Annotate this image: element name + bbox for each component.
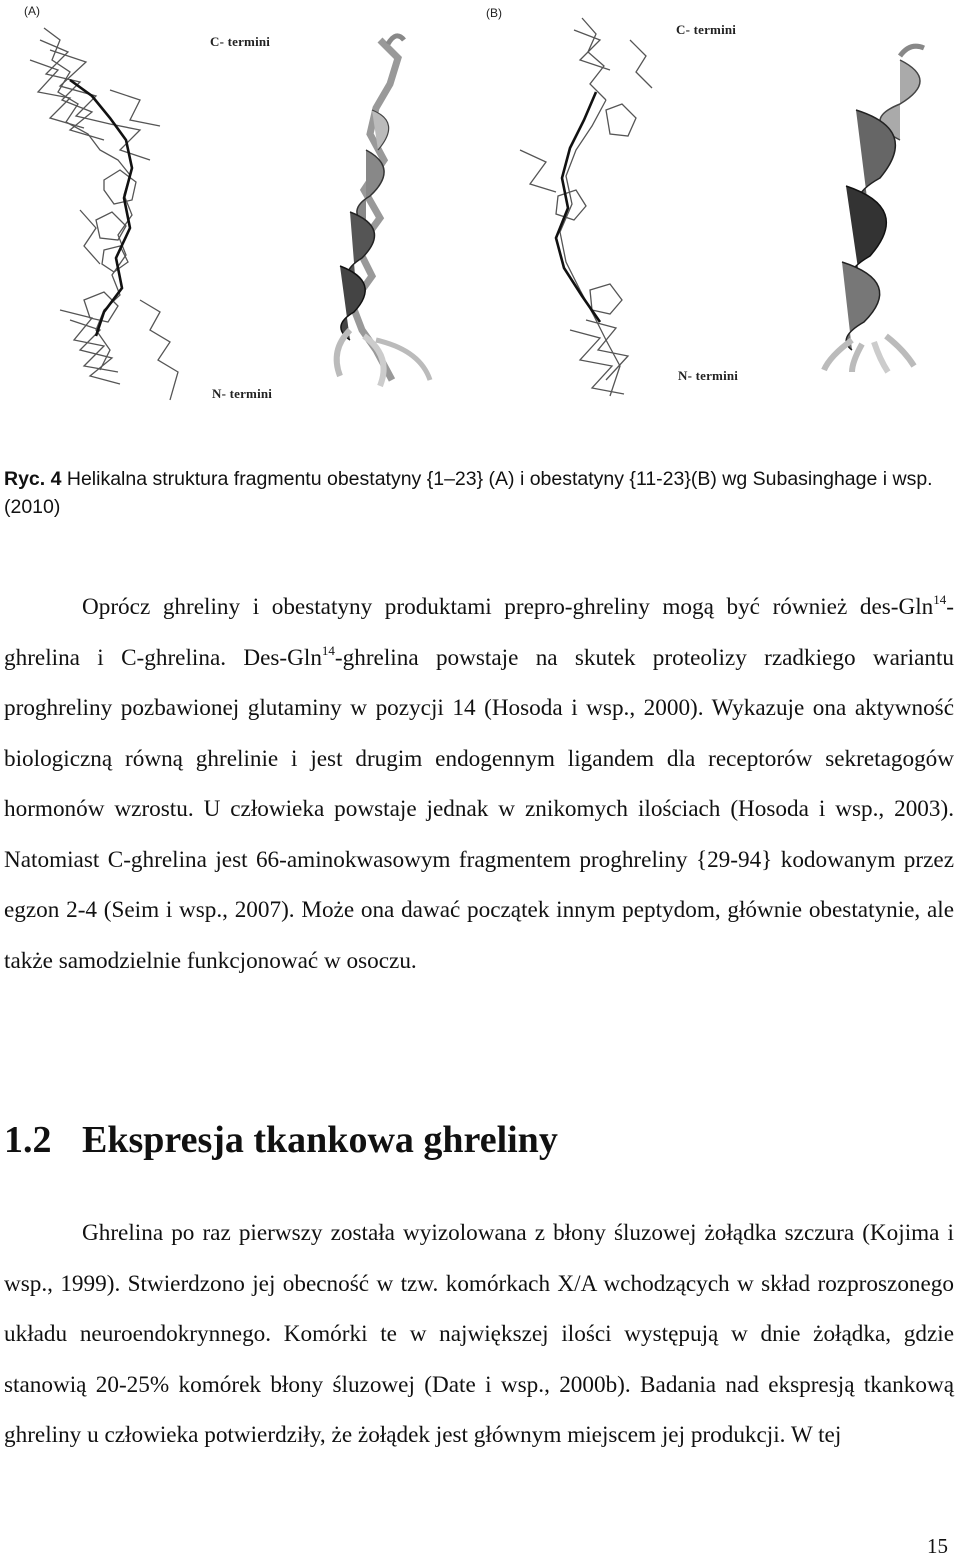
superscript-14-a: 14 xyxy=(933,592,947,607)
paragraph1-sentence-2: -ghrelina i C-ghrelina. Des-Gln xyxy=(4,594,954,671)
panel-a-stick-model xyxy=(30,28,178,400)
caption-text: Helikalna struktura fragmentu obestatyny {1–23} (A) i obestatyny {11-23}(B) wg Subasinghage i wsp. (2010) xyxy=(4,468,933,518)
superscript-14-b: 14 xyxy=(321,642,335,658)
panel-a-ribbon-helix xyxy=(337,36,430,386)
paragraph1-sentence-3: -ghrelina powstaje na skutek proteolizy rzadkiego wariantu proghreliny pozbawionej glutaminy w pozycji 14 (Hosoda i wsp., 2000). Wykazuje ona aktywność biologiczną równą ghrelinie i jest drugim endogennym ligandem dla receptorów sekretagogów hormonów wzrostu. U człowieka powstaje jednak w znikomych ilościach (Hosoda i wsp., 2003). Natomiast C-ghrelina jest 66-aminokwasowym fragmentem proghreliny {29-94} kodowanym przez egzon 2-4 (Seim i wsp., 2007). Może ona dawać początek innym peptydom, głównie obestatynie, ale także samodzielnie funkcjonować w osoczu. xyxy=(4,644,954,974)
panel-a-n-termini-label: N- termini xyxy=(212,386,273,401)
panel-a-c-termini-label: C- termini xyxy=(210,34,271,49)
caption-label: Ryc. 4 xyxy=(4,468,62,490)
figure-obestatin-structure xyxy=(0,0,960,420)
panel-b-c-termini-label: C- termini xyxy=(676,22,737,37)
figure-caption xyxy=(4,465,944,521)
panel-b-n-termini-label: N- termini xyxy=(678,368,739,383)
panel-a-stick-bold xyxy=(70,80,132,336)
panel-b-stick-bold xyxy=(556,92,600,322)
page-number: 15 xyxy=(927,1534,948,1558)
structure-drawings xyxy=(0,0,960,420)
panel-a-letter: (A) xyxy=(24,4,40,18)
panel-b-ribbon-helix xyxy=(824,46,924,372)
panel-b-stick-model xyxy=(520,18,652,396)
section-heading xyxy=(4,1118,558,1162)
section-number: 1.2 xyxy=(4,1119,52,1161)
section-title: Ekspresja tkankowa ghreliny xyxy=(82,1119,558,1161)
body-paragraph-2 xyxy=(4,1208,954,1461)
body-paragraph-1 xyxy=(4,582,954,986)
paragraph1-sentence-1: Oprócz ghreliny i obestatyny produktami prepro-ghreliny mogą być również des-Gln xyxy=(82,594,934,620)
paragraph2-text: Ghrelina po raz pierwszy została wyizolowana z błony śluzowej żołądka szczura (Kojima i wsp., 1999). Stwierdzono jej obecność w tzw. komórkach X/A wchodzących w skład rozproszonego układu neuroendokrynnego. Komórki te w największej ilości występują w dnie żołądka, gdzie stanowią 20-25% komórek błony śluzowej (Date i wsp., 2000b). Badania nad ekspresją tkankową ghreliny u człowieka potwierdziły, że żołądek jest głównym miejscem jej produkcji. W tej xyxy=(4,1220,954,1448)
panel-b-letter: (B) xyxy=(486,6,502,20)
